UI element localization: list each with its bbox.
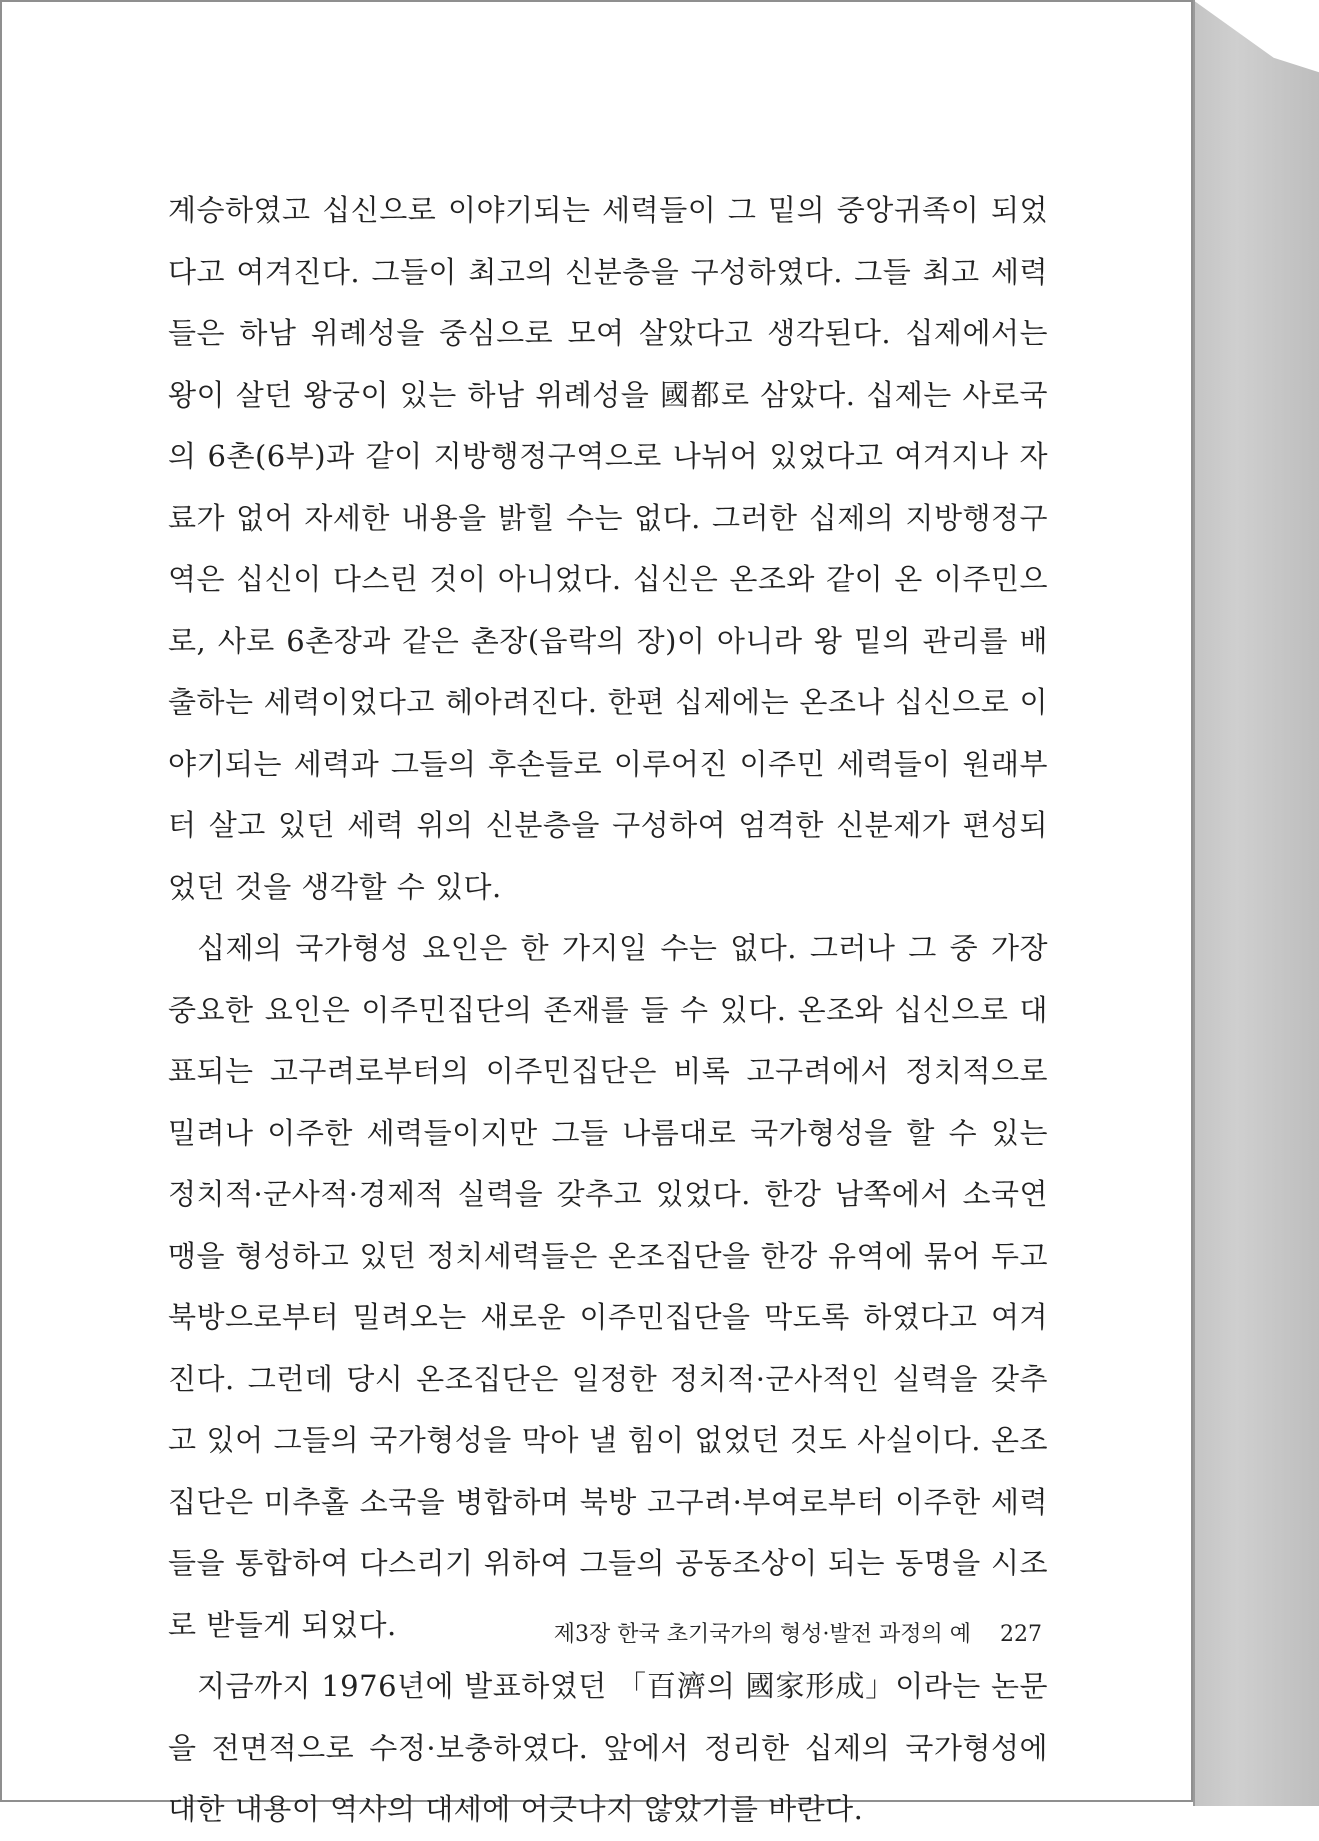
page-stack-edge bbox=[1193, 0, 1319, 1806]
body-text bbox=[168, 180, 1048, 1841]
running-footer bbox=[502, 1617, 1042, 1648]
page-number: 227 bbox=[1000, 1622, 1042, 1647]
paragraph-3: 지금까지 1976년에 발표하였던 「百濟의 國家形成」이라는 논문을 전면적으로 수정·보충하였다. 앞에서 정리한 십제의 국가형성에 대한 내용이 역사의 대세에 어긋나지 않았기를 바란다. bbox=[168, 1669, 1048, 1826]
paragraph-1: 계승하였고 십신으로 이야기되는 세력들이 그 밑의 중앙귀족이 되었다고 여겨진다. 그들이 최고의 신분층을 구성하였다. 그들 최고 세력들은 하남 위례성을 중심으로 모여 살았다고 생각된다. 십제에서는 왕이 살던 왕궁이 있는 하남 위례성을 國都로 삼았다. 십제는 사로국의 6촌(6부)과 같이 지방행정구역으로 나뉘어 있었다고 여겨지나 자료가 없어 자세한 내용을 밝힐 수는 없다. 그러한 십제의 지방행정구역은 십신이 다스린 것이 아니었다. 십신은 온조와 같이 온 이주민으로, 사로 6촌장과 같은 촌장(읍락의 장)이 아니라 왕 밑의 관리를 배출하는 세력이었다고 헤아려진다. 한편 십제에는 온조나 십신으로 이야기되는 세력과 그들의 후손들로 이루어진 이주민 세력들이 원래부터 살고 있던 세력 위의 신분층을 구성하여 엄격한 신분제가 편성되었던 것을 생각할 수 있다. bbox=[168, 193, 1048, 904]
footer-chapter-title: 제3장 한국 초기국가의 형성·발전 과정의 예 bbox=[553, 1622, 971, 1647]
paragraph-2: 십제의 국가형성 요인은 한 가지일 수는 없다. 그러나 그 중 가장 중요한 요인은 이주민집단의 존재를 들 수 있다. 온조와 십신으로 대표되는 고구려로부터의 이주민집단은 비록 고구려에서 정치적으로 밀려나 이주한 세력들이지만 그들 나름대로 국가형성을 할 수 있는 정치적·군사적·경제적 실력을 갖추고 있었다. 한강 남쪽에서 소국연맹을 형성하고 있던 정치세력들은 온조집단을 한강 유역에 묶어 두고 북방으로부터 밀려오는 새로운 이주민집단을 막도록 하였다고 여겨진다. 그런데 당시 온조집단은 일정한 정치적·군사적인 실력을 갖추고 있어 그들의 국가형성을 막아 낼 힘이 없었던 것도 사실이다. 온조집단은 미추홀 소국을 병합하며 북방 고구려·부여로부터 이주한 세력들을 통합하여 다스리기 위하여 그들의 공동조상이 되는 동명을 시조로 받들게 되었다. bbox=[168, 931, 1048, 1642]
page-stack-border bbox=[1193, 0, 1195, 1806]
